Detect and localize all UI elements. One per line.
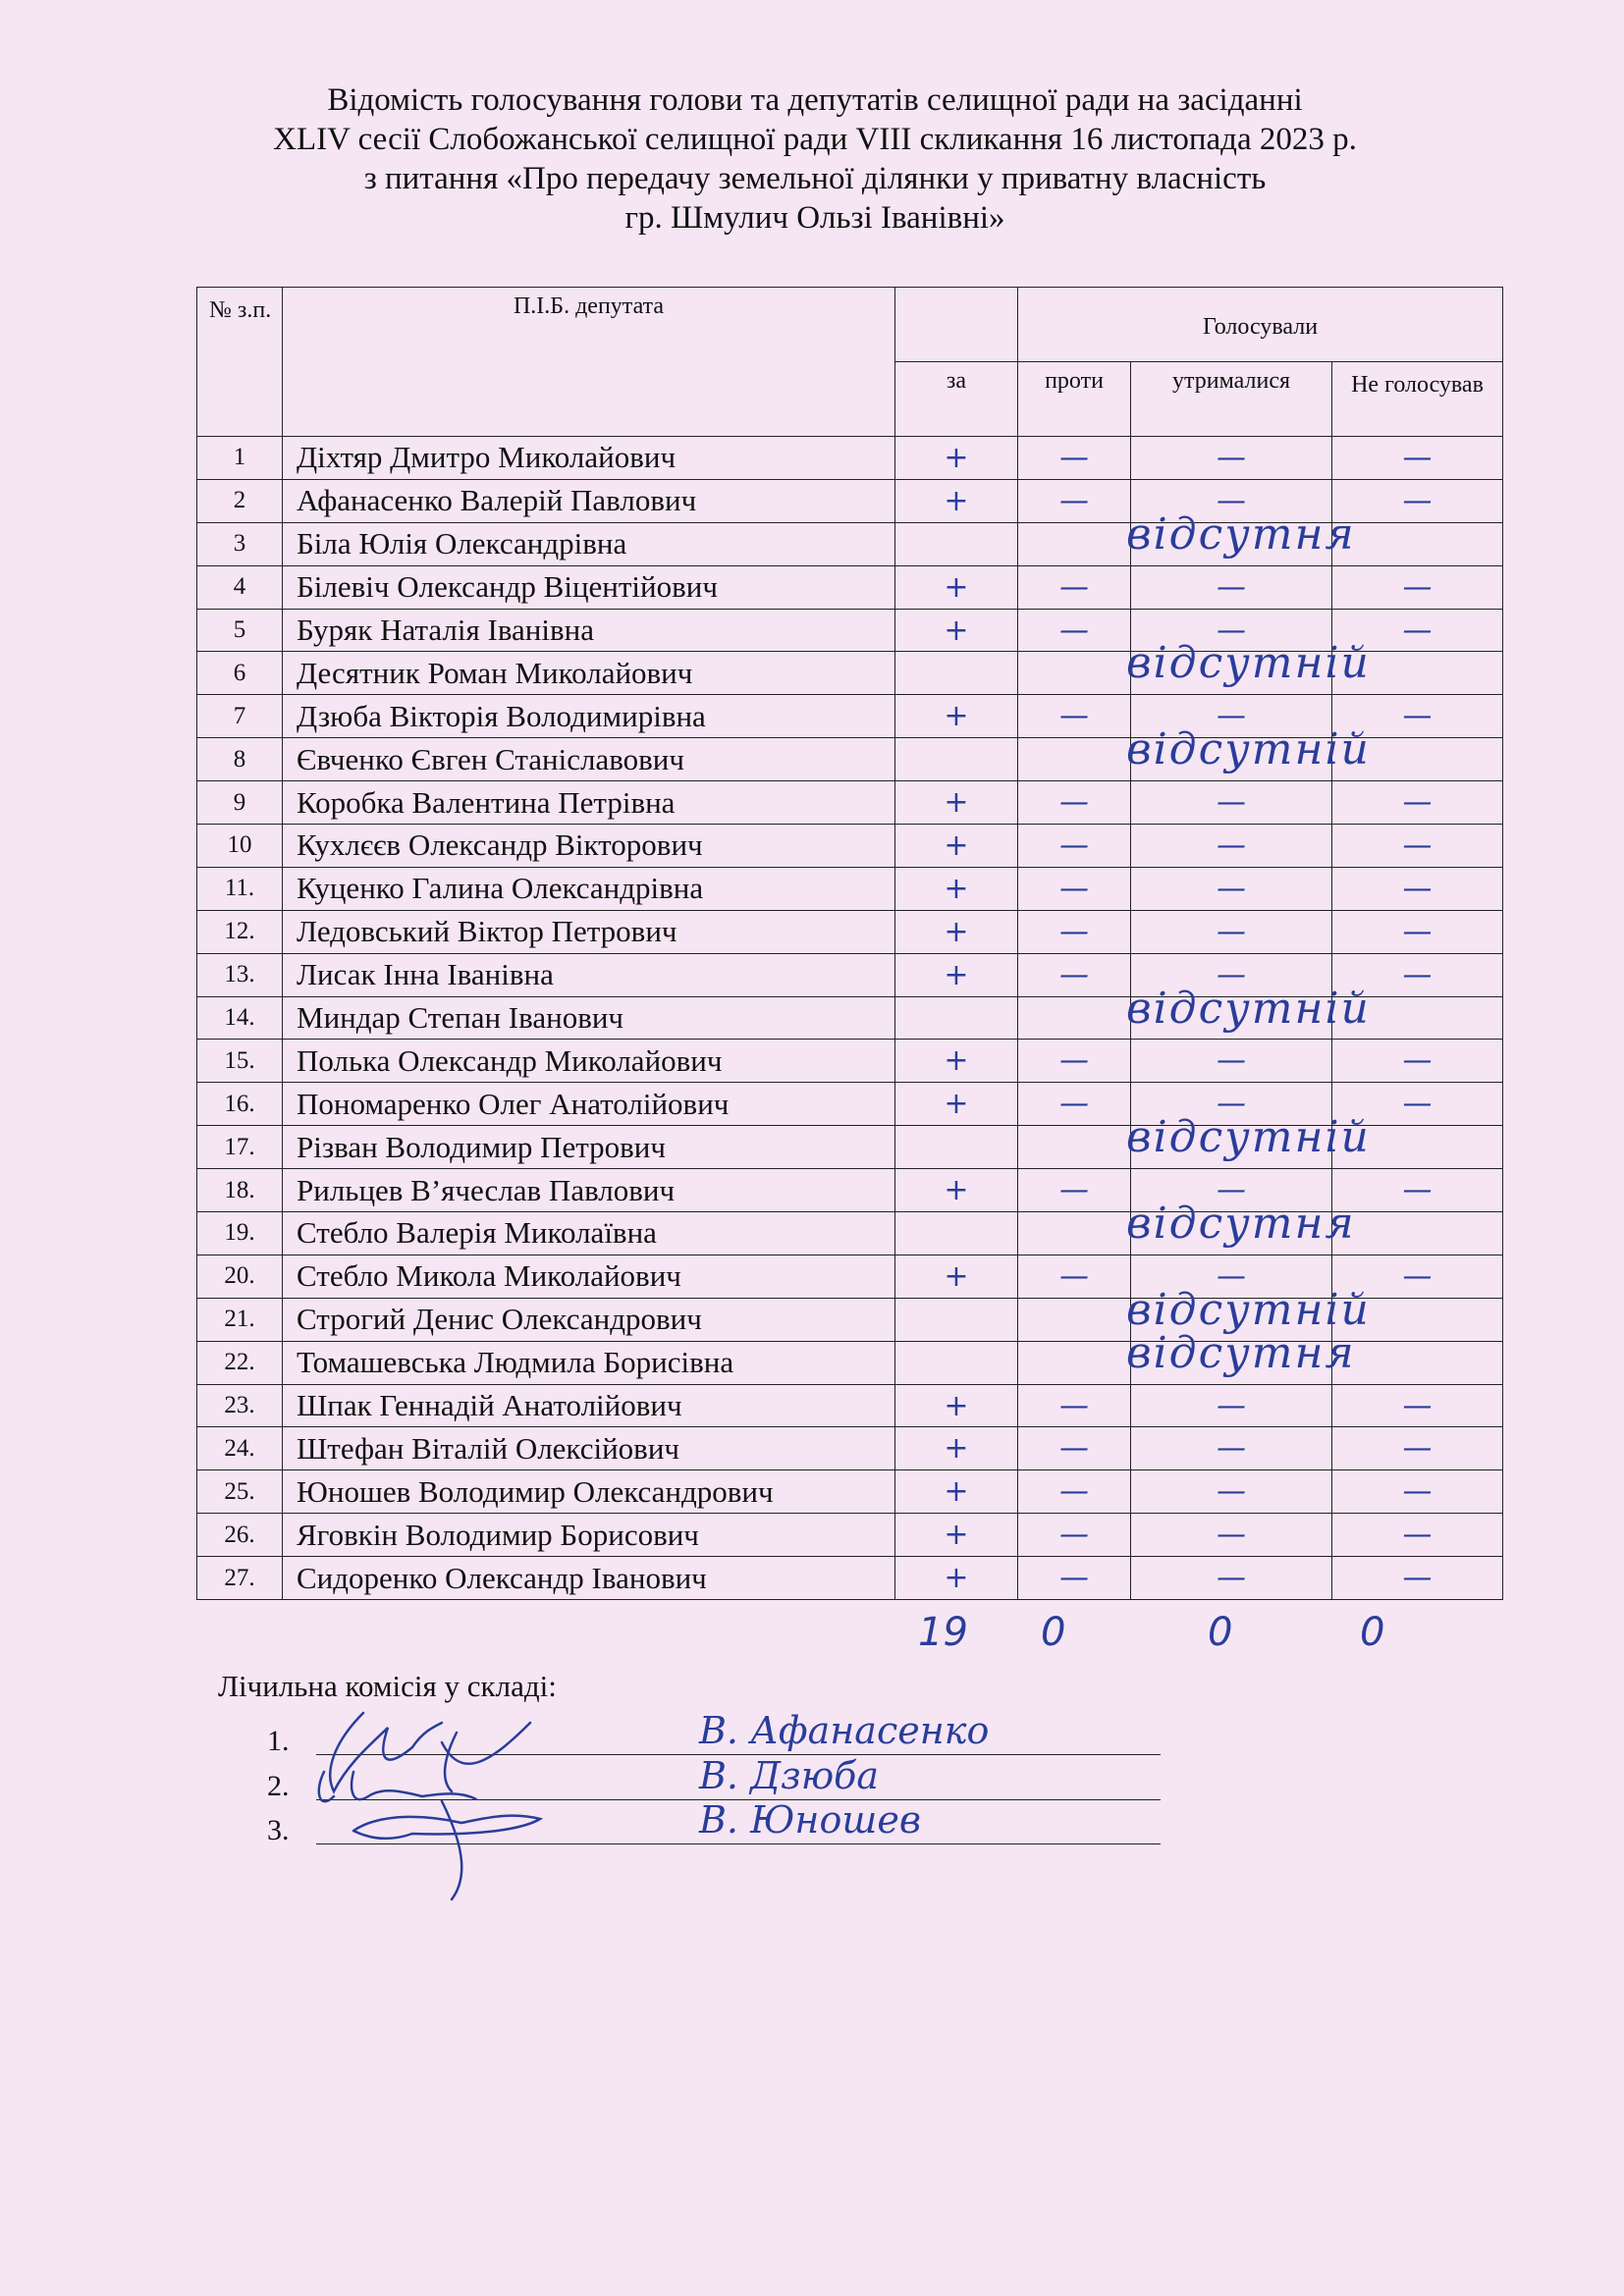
deputy-name: Юношев Володимир Олександрович <box>283 1470 895 1514</box>
vote-notvoted-cell <box>1332 565 1503 609</box>
vote-notvoted-mark: — <box>1402 440 1433 475</box>
table-row <box>197 1212 1503 1255</box>
deputy-name: Рильцев В’ячеслав Павлович <box>283 1169 895 1212</box>
row-number: 23. <box>197 1384 283 1427</box>
vote-notvoted-mark: — <box>1402 1431 1433 1467</box>
vote-against-cell <box>1018 565 1131 609</box>
vote-abstain-cell <box>1131 1384 1332 1427</box>
row-number: 6 <box>197 652 283 695</box>
deputy-name: Яговкін Володимир Борисович <box>283 1514 895 1557</box>
deputy-name: Строгий Денис Олександрович <box>283 1298 895 1341</box>
deputy-name: Стебло Микола Миколайович <box>283 1255 895 1298</box>
total-abstain: 0 <box>1208 1610 1233 1655</box>
vote-against-cell <box>1018 437 1131 480</box>
vote-against-mark: — <box>1059 785 1089 821</box>
totals-row <box>0 1610 1624 1669</box>
row-number: 8 <box>197 738 283 781</box>
vote-notvoted-mark: — <box>1402 1173 1433 1208</box>
vote-abstain-mark: — <box>1217 1043 1246 1079</box>
vote-for-mark: + <box>944 957 969 992</box>
vote-abstain-cell <box>1131 437 1332 480</box>
deputy-name: Ледовський Віктор Петрович <box>283 910 895 953</box>
row-number: 10 <box>197 825 283 868</box>
table-row <box>197 1040 1503 1083</box>
total-notvoted: 0 <box>1360 1610 1385 1655</box>
row-number: 22. <box>197 1341 283 1384</box>
vote-abstain-cell <box>1131 1514 1332 1557</box>
vote-against-mark: — <box>1059 699 1089 734</box>
row-number: 2 <box>197 479 283 522</box>
member-name: В. Юношев <box>699 1798 921 1842</box>
vote-for-cell <box>895 1298 1018 1341</box>
vote-for-cell <box>895 781 1018 825</box>
vote-against-cell <box>1018 910 1131 953</box>
vote-abstain-mark: — <box>1217 569 1246 605</box>
member-number: 3. <box>267 1814 290 1846</box>
deputy-name: Біла Юлія Олександрівна <box>283 522 895 565</box>
row-number: 5 <box>197 609 283 652</box>
vote-abstain-cell <box>1131 910 1332 953</box>
vote-for-cell <box>895 609 1018 652</box>
vote-notvoted-cell <box>1332 867 1503 910</box>
vote-notvoted-mark: — <box>1402 871 1433 906</box>
vote-against-cell <box>1018 1557 1131 1600</box>
vote-for-mark: + <box>944 1087 969 1122</box>
vote-for-cell <box>895 867 1018 910</box>
deputy-name: Афанасенко Валерій Павлович <box>283 479 895 522</box>
deputy-name: Буряк Наталія Іванівна <box>283 609 895 652</box>
vote-against-cell <box>1018 953 1131 996</box>
vote-notvoted-mark: — <box>1402 569 1433 605</box>
vote-notvoted-mark: — <box>1402 1043 1433 1079</box>
absent-cell <box>1018 1327 1356 1384</box>
row-number: 16. <box>197 1083 283 1126</box>
table-row <box>197 1126 1503 1169</box>
header-notvoted: Не голосував <box>1332 362 1503 437</box>
table-row <box>197 522 1503 565</box>
member-number: 2. <box>267 1770 290 1802</box>
vote-notvoted-cell <box>1332 1040 1503 1083</box>
row-number: 20. <box>197 1255 283 1298</box>
vote-for-mark: + <box>944 569 969 605</box>
absent-cell <box>1018 1284 1371 1341</box>
row-number: 19. <box>197 1212 283 1255</box>
header-abstain: утрималися <box>1131 362 1332 437</box>
vote-notvoted-cell <box>1332 522 1503 565</box>
vote-notvoted-cell <box>1332 1341 1503 1384</box>
row-number: 17. <box>197 1126 283 1169</box>
signature-3 <box>353 1801 540 1899</box>
vote-abstain-mark: — <box>1217 1561 1246 1596</box>
vote-abstain-mark: — <box>1217 1388 1246 1423</box>
vote-notvoted-mark: — <box>1402 613 1433 648</box>
voting-table <box>196 287 1503 1600</box>
table-row <box>197 1384 1503 1427</box>
deputy-name: Полька Олександр Миколайович <box>283 1040 895 1083</box>
vote-against-mark: — <box>1059 1173 1089 1208</box>
absent-note: відсутній <box>1126 1284 1371 1335</box>
vote-notvoted-mark: — <box>1402 1518 1433 1553</box>
vote-for-mark: + <box>944 1518 969 1553</box>
vote-for-mark: + <box>944 1258 969 1294</box>
table-row <box>197 652 1503 695</box>
vote-abstain-cell <box>1131 1470 1332 1514</box>
header-for: за <box>895 362 1018 437</box>
vote-for-mark: + <box>944 914 969 949</box>
vote-against-cell <box>1018 1083 1131 1126</box>
vote-against-cell <box>1018 781 1131 825</box>
vote-for-cell <box>895 1557 1018 1600</box>
deputy-name: Кухлєєв Олександр Вікторович <box>283 825 895 868</box>
vote-for-cell <box>895 1083 1018 1126</box>
vote-abstain-cell <box>1131 867 1332 910</box>
vote-against-mark: — <box>1059 828 1089 863</box>
absent-cell <box>1018 1199 1356 1255</box>
vote-notvoted-mark: — <box>1402 1087 1433 1122</box>
vote-abstain-mark: — <box>1217 914 1246 949</box>
vote-against-cell <box>1018 1427 1131 1470</box>
absent-cell <box>1018 1112 1371 1169</box>
row-number: 27. <box>197 1557 283 1600</box>
row-number: 3 <box>197 522 283 565</box>
vote-notvoted-cell <box>1332 1514 1503 1557</box>
vote-for-cell <box>895 1514 1018 1557</box>
vote-against-mark: — <box>1059 1561 1089 1596</box>
vote-notvoted-mark: — <box>1402 828 1433 863</box>
absent-note: відсутній <box>1126 1112 1371 1163</box>
absent-note: відсутній <box>1126 724 1371 775</box>
vote-for-mark: + <box>944 785 969 821</box>
vote-for-cell <box>895 953 1018 996</box>
table-row <box>197 867 1503 910</box>
vote-abstain-mark: — <box>1217 699 1246 734</box>
vote-against-mark: — <box>1059 483 1089 518</box>
vote-for-cell <box>895 1255 1018 1298</box>
vote-against-mark: — <box>1059 1087 1089 1122</box>
table-row <box>197 1427 1503 1470</box>
absent-cell <box>1018 508 1356 565</box>
vote-abstain-mark: — <box>1217 1518 1246 1553</box>
vote-against-cell <box>1018 1169 1131 1212</box>
absent-cell <box>1018 724 1371 781</box>
vote-notvoted-cell <box>1332 1169 1503 1212</box>
vote-against-cell <box>1018 609 1131 652</box>
table-row <box>197 437 1503 480</box>
deputy-name: Діхтяр Дмитро Миколайович <box>283 437 895 480</box>
header-voted: Голосували <box>1018 288 1503 362</box>
row-number: 12. <box>197 910 283 953</box>
header-name: П.І.Б. депутата <box>283 288 895 437</box>
total-for: 19 <box>918 1610 968 1655</box>
deputy-name: Миндар Степан Іванович <box>283 996 895 1040</box>
vote-abstain-mark: — <box>1217 613 1246 648</box>
deputy-name: Лисак Інна Іванівна <box>283 953 895 996</box>
deputy-name: Дзюба Вікторія Володимирівна <box>283 695 895 738</box>
vote-against-mark: — <box>1059 440 1089 475</box>
row-number: 14. <box>197 996 283 1040</box>
vote-for-cell <box>895 910 1018 953</box>
vote-for-cell <box>895 1470 1018 1514</box>
row-number: 21. <box>197 1298 283 1341</box>
vote-abstain-mark: — <box>1217 957 1246 992</box>
total-against: 0 <box>1041 1610 1066 1655</box>
vote-notvoted-mark: — <box>1402 1474 1433 1510</box>
table-row <box>197 996 1503 1040</box>
row-number: 26. <box>197 1514 283 1557</box>
title-line-4: гр. Шмулич Ользі Іванівні» <box>624 200 1005 236</box>
vote-notvoted-cell <box>1332 1470 1503 1514</box>
vote-for-cell <box>895 565 1018 609</box>
title-line-2: XLIV сесії Слобожанської селищної ради VIII скликання 16 листопада 2023 р. <box>273 122 1357 157</box>
vote-for-mark: + <box>944 1431 969 1467</box>
table-row <box>197 825 1503 868</box>
deputy-name: Різван Володимир Петрович <box>283 1126 895 1169</box>
absent-note: відсутня <box>1126 508 1356 560</box>
absent-cell <box>1018 983 1371 1040</box>
vote-against-mark: — <box>1059 1258 1089 1294</box>
row-number: 9 <box>197 781 283 825</box>
vote-abstain-mark: — <box>1217 483 1246 518</box>
vote-for-mark: + <box>944 483 969 518</box>
member-name: В. Дзюба <box>699 1754 880 1797</box>
vote-for-mark: + <box>944 1474 969 1510</box>
vote-abstain-mark: — <box>1217 1258 1246 1294</box>
deputy-name: Сидоренко Олександр Іванович <box>283 1557 895 1600</box>
absent-note: відсутня <box>1126 1199 1356 1250</box>
signature-1 <box>330 1713 457 1791</box>
vote-for-cell <box>895 522 1018 565</box>
vote-for-mark: + <box>944 699 969 734</box>
vote-notvoted-cell <box>1332 1427 1503 1470</box>
vote-notvoted-mark: — <box>1402 914 1433 949</box>
row-number: 11. <box>197 867 283 910</box>
document-title <box>177 80 1453 238</box>
vote-against-cell <box>1018 1470 1131 1514</box>
commission-label: Лічильна комісія у складі: <box>218 1669 557 1703</box>
vote-abstain-cell <box>1131 825 1332 868</box>
vote-for-cell <box>895 437 1018 480</box>
row-number: 4 <box>197 565 283 609</box>
vote-against-cell <box>1018 825 1131 868</box>
deputy-name: Куценко Галина Олександрівна <box>283 867 895 910</box>
vote-abstain-cell <box>1131 1557 1332 1600</box>
title-line-1: Відомість голосування голови та депутатів селищної ради на засіданні <box>327 82 1303 118</box>
vote-notvoted-cell <box>1332 437 1503 480</box>
deputy-name: Томашевська Людмила Борисівна <box>283 1341 895 1384</box>
vote-against-cell <box>1018 1255 1131 1298</box>
vote-against-mark: — <box>1059 914 1089 949</box>
row-number: 25. <box>197 1470 283 1514</box>
deputy-name: Стебло Валерія Миколаївна <box>283 1212 895 1255</box>
absent-cell <box>1018 638 1371 695</box>
vote-abstain-mark: — <box>1217 440 1246 475</box>
vote-against-cell <box>1018 1384 1131 1427</box>
vote-for-mark: + <box>944 828 969 863</box>
vote-abstain-cell <box>1131 1427 1332 1470</box>
vote-for-cell <box>895 1427 1018 1470</box>
deputy-name: Коробка Валентина Петрівна <box>283 781 895 825</box>
table-row <box>197 1341 1503 1384</box>
vote-abstain-cell <box>1131 565 1332 609</box>
vote-against-mark: — <box>1059 613 1089 648</box>
vote-abstain-mark: — <box>1217 1087 1246 1122</box>
vote-against-mark: — <box>1059 1518 1089 1553</box>
vote-against-cell <box>1018 1040 1131 1083</box>
header-blank <box>895 288 1018 362</box>
vote-against-mark: — <box>1059 1431 1089 1467</box>
deputy-name: Десятник Роман Миколайович <box>283 652 895 695</box>
vote-notvoted-cell <box>1332 1212 1503 1255</box>
vote-for-cell <box>895 1384 1018 1427</box>
vote-against-cell <box>1018 1514 1131 1557</box>
vote-for-cell <box>895 1040 1018 1083</box>
vote-abstain-cell <box>1131 1040 1332 1083</box>
vote-for-mark: + <box>944 1043 969 1079</box>
vote-for-mark: + <box>944 613 969 648</box>
header-number: № з.п. <box>197 288 283 437</box>
vote-against-mark: — <box>1059 1043 1089 1079</box>
vote-abstain-mark: — <box>1217 828 1246 863</box>
row-number: 18. <box>197 1169 283 1212</box>
table-row <box>197 738 1503 781</box>
table-row <box>197 910 1503 953</box>
vote-notvoted-cell <box>1332 781 1503 825</box>
deputy-name: Штефан Віталій Олексійович <box>283 1427 895 1470</box>
row-number: 13. <box>197 953 283 996</box>
vote-against-mark: — <box>1059 957 1089 992</box>
vote-for-cell <box>895 738 1018 781</box>
vote-notvoted-mark: — <box>1402 483 1433 518</box>
vote-for-cell <box>895 1212 1018 1255</box>
vote-for-mark: + <box>944 1388 969 1423</box>
table-row <box>197 781 1503 825</box>
vote-abstain-mark: — <box>1217 1431 1246 1467</box>
vote-notvoted-mark: — <box>1402 957 1433 992</box>
vote-for-cell <box>895 652 1018 695</box>
vote-for-cell <box>895 825 1018 868</box>
member-number: 1. <box>267 1725 290 1757</box>
deputy-name: Шпак Геннадій Анатолійович <box>283 1384 895 1427</box>
table-row <box>197 1470 1503 1514</box>
vote-notvoted-cell <box>1332 1557 1503 1600</box>
vote-for-mark: + <box>944 871 969 906</box>
absent-note: відсутній <box>1126 983 1371 1034</box>
vote-abstain-mark: — <box>1217 871 1246 906</box>
row-number: 15. <box>197 1040 283 1083</box>
title-line-3: з питання «Про передачу земельної ділянки у приватну власність <box>363 161 1267 196</box>
deputy-name: Білевіч Олександр Віцентійович <box>283 565 895 609</box>
vote-against-mark: — <box>1059 1388 1089 1423</box>
signature-scribbles <box>295 1703 707 1909</box>
vote-for-cell <box>895 996 1018 1040</box>
row-number: 24. <box>197 1427 283 1470</box>
vote-notvoted-mark: — <box>1402 785 1433 821</box>
member-name: В. Афанасенко <box>699 1709 990 1752</box>
absent-note: відсутній <box>1126 638 1371 689</box>
row-number: 7 <box>197 695 283 738</box>
vote-for-cell <box>895 479 1018 522</box>
deputy-name: Пономаренко Олег Анатолійович <box>283 1083 895 1126</box>
vote-for-cell <box>895 695 1018 738</box>
table-row <box>197 1514 1503 1557</box>
vote-notvoted-mark: — <box>1402 699 1433 734</box>
vote-against-mark: — <box>1059 871 1089 906</box>
row-number: 1 <box>197 437 283 480</box>
absent-note: відсутня <box>1126 1327 1356 1378</box>
vote-for-mark: + <box>944 1561 969 1596</box>
vote-against-mark: — <box>1059 1474 1089 1510</box>
vote-notvoted-cell <box>1332 825 1503 868</box>
vote-against-cell <box>1018 695 1131 738</box>
vote-for-cell <box>895 1341 1018 1384</box>
vote-notvoted-mark: — <box>1402 1561 1433 1596</box>
vote-against-cell <box>1018 479 1131 522</box>
vote-for-mark: + <box>944 440 969 475</box>
vote-for-mark: + <box>944 1173 969 1208</box>
table-row <box>197 1557 1503 1600</box>
vote-against-cell <box>1018 867 1131 910</box>
vote-notvoted-cell <box>1332 1384 1503 1427</box>
header-against: проти <box>1018 362 1131 437</box>
vote-notvoted-cell <box>1332 910 1503 953</box>
vote-for-cell <box>895 1126 1018 1169</box>
deputy-name: Євченко Євген Станіславович <box>283 738 895 781</box>
vote-abstain-mark: — <box>1217 1474 1246 1510</box>
table-row <box>197 565 1503 609</box>
vote-notvoted-cell <box>1332 479 1503 522</box>
vote-abstain-mark: — <box>1217 1173 1246 1208</box>
vote-abstain-cell <box>1131 781 1332 825</box>
vote-abstain-mark: — <box>1217 785 1246 821</box>
vote-notvoted-mark: — <box>1402 1388 1433 1423</box>
vote-for-cell <box>895 1169 1018 1212</box>
vote-against-mark: — <box>1059 569 1089 605</box>
vote-notvoted-mark: — <box>1402 1258 1433 1294</box>
